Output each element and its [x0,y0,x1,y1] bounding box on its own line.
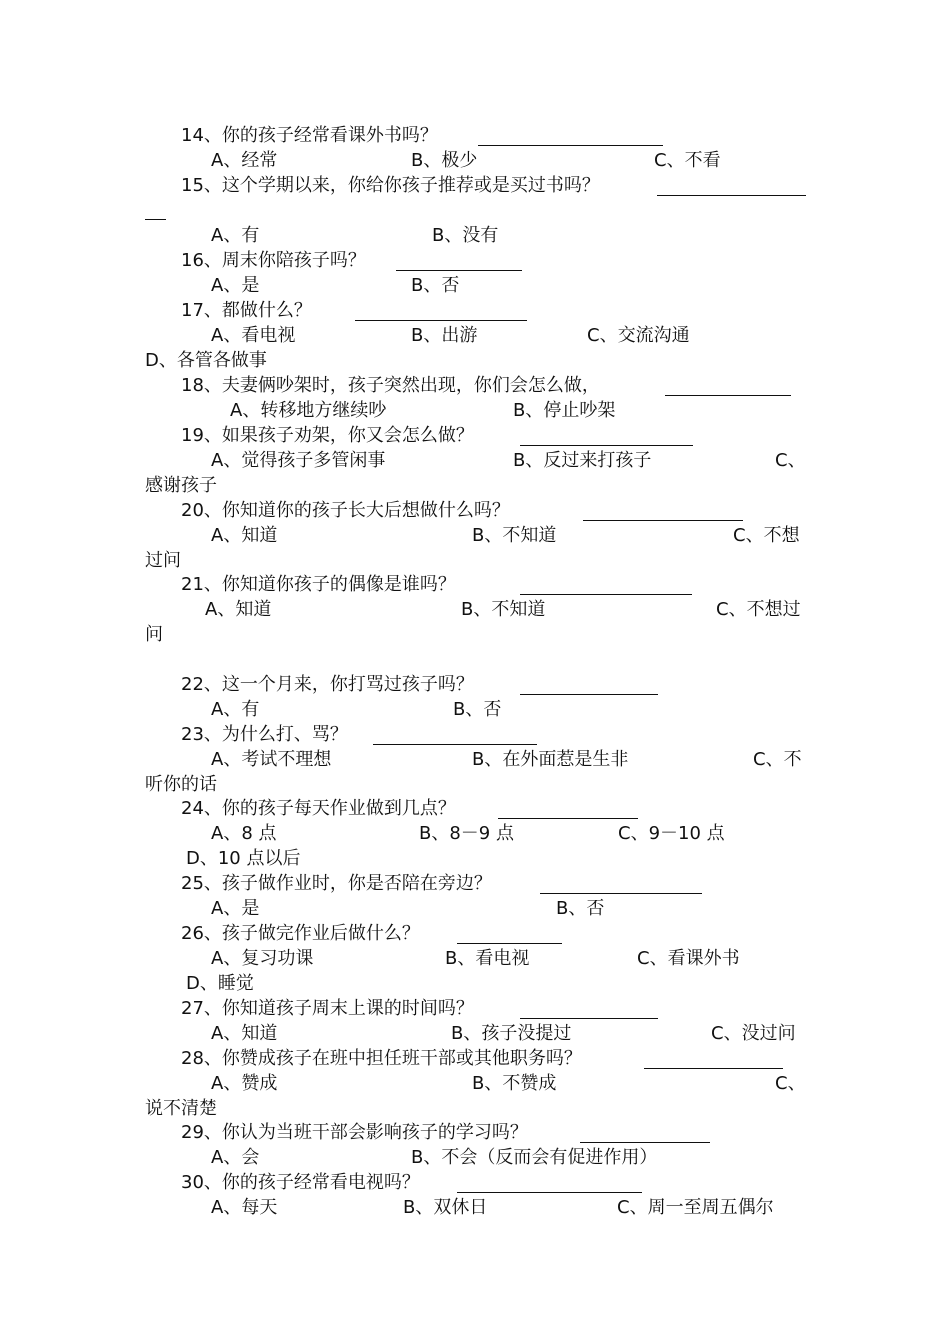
option-26-d: D、睡觉 [186,973,254,994]
option-28-a: A、赞成 [211,1073,278,1094]
answer-blank-27[interactable] [520,1018,658,1019]
option-15-b: B、没有 [432,225,499,246]
answer-blank-29[interactable] [580,1142,710,1143]
question-14: 14、你的孩子经常看课外书吗？ [181,125,438,146]
option-21-c: C、不想过 [716,599,801,620]
question-17: 17、都做什么？ [181,300,312,321]
answer-blank-21[interactable] [520,594,692,595]
option-19-c-cont: 感谢孩子 [145,475,217,496]
option-14-c: C、不看 [654,150,721,171]
question-20: 20、你知道你的孩子长大后想做什么吗？ [181,500,510,521]
option-20-a: A、知道 [211,525,278,546]
option-30-b: B、双休日 [403,1197,488,1218]
option-23-c: C、不 [753,749,802,770]
option-19-a: A、觉得孩子多管闲事 [211,450,386,471]
answer-blank-24[interactable] [498,818,638,819]
option-25-a: A、是 [211,898,260,919]
answer-blank-23[interactable] [373,744,537,745]
option-24-b: B、8－9 点 [419,823,514,844]
option-30-a: A、每天 [211,1197,278,1218]
option-19-b: B、反过来打孩子 [513,450,652,471]
question-25: 25、孩子做作业时，你是否陪在旁边？ [181,873,492,894]
option-14-a: A、经常 [211,150,278,171]
question-15: 15、这个学期以来，你给你孩子推荐或是买过书吗？ [181,175,600,196]
question-24: 24、你的孩子每天作业做到几点？ [181,798,456,819]
question-29: 29、你认为当班干部会影响孩子的学习吗？ [181,1122,528,1143]
option-27-a: A、知道 [211,1023,278,1044]
option-26-a: A、复习功课 [211,948,314,969]
option-16-b: B、否 [411,275,460,296]
option-17-d: D、各管各做事 [145,350,267,371]
option-20-c: C、不想 [733,525,800,546]
question-23: 23、为什么打、骂？ [181,724,348,745]
option-18-b: B、停止吵架 [513,400,616,421]
answer-blank-17[interactable] [355,320,527,321]
option-27-b: B、孩子没提过 [451,1023,572,1044]
option-22-a: A、有 [211,699,260,720]
option-23-c-cont: 听你的话 [145,774,217,795]
answer-blank-19[interactable] [520,445,693,446]
option-28-c-cont: 说不清楚 [145,1098,217,1119]
option-22-b: B、否 [453,699,502,720]
option-23-a: A、考试不理想 [211,749,332,770]
option-28-b: B、不赞成 [472,1073,557,1094]
question-26: 26、孩子做完作业后做什么？ [181,923,420,944]
option-21-a: A、知道 [205,599,272,620]
option-26-b: B、看电视 [445,948,530,969]
option-17-c: C、交流沟通 [587,325,690,346]
answer-blank-16[interactable] [396,270,522,271]
option-25-b: B、否 [556,898,605,919]
answer-blank-15[interactable] [657,195,806,196]
answer-blank-15-cont[interactable] [145,219,166,220]
question-18: 18、夫妻俩吵架时，孩子突然出现，你们会怎么做， [181,375,600,396]
answer-blank-25[interactable] [540,893,702,894]
question-16: 16、周末你陪孩子吗？ [181,250,366,271]
option-16-a: A、是 [211,275,260,296]
option-20-c-cont: 过问 [145,550,181,571]
answer-blank-18[interactable] [665,395,791,396]
option-17-b: B、出游 [411,325,478,346]
question-28: 28、你赞成孩子在班中担任班干部或其他职务吗？ [181,1048,582,1069]
option-27-c: C、没过问 [711,1023,796,1044]
answer-blank-14[interactable] [478,145,663,146]
option-21-c-cont: 问 [145,624,163,645]
option-30-c: C、周一至周五偶尔 [617,1197,774,1218]
option-24-a: A、8 点 [211,823,277,844]
option-19-c: C、 [775,450,806,471]
option-29-b: B、不会（反而会有促进作用） [411,1147,658,1168]
option-17-a: A、看电视 [211,325,296,346]
option-28-c: C、 [775,1073,806,1094]
question-30: 30、你的孩子经常看电视吗？ [181,1172,420,1193]
option-15-a: A、有 [211,225,260,246]
option-18-a: A、转移地方继续吵 [230,400,387,421]
option-23-b: B、在外面惹是生非 [472,749,629,770]
option-20-b: B、不知道 [472,525,557,546]
option-24-d: D、10 点以后 [186,848,301,869]
option-29-a: A、会 [211,1147,260,1168]
question-19: 19、如果孩子劝架，你又会怎么做？ [181,425,474,446]
option-21-b: B、不知道 [461,599,546,620]
option-24-c: C、9－10 点 [618,823,725,844]
option-26-c: C、看课外书 [637,948,740,969]
answer-blank-20[interactable] [583,520,743,521]
answer-blank-26[interactable] [457,943,562,944]
answer-blank-22[interactable] [520,694,658,695]
question-22: 22、这一个月来，你打骂过孩子吗？ [181,674,474,695]
answer-blank-28[interactable] [644,1068,783,1069]
question-27: 27、你知道孩子周末上课的时间吗？ [181,998,474,1019]
answer-blank-30[interactable] [457,1192,642,1193]
option-14-b: B、极少 [411,150,478,171]
question-21: 21、你知道你孩子的偶像是谁吗？ [181,574,456,595]
